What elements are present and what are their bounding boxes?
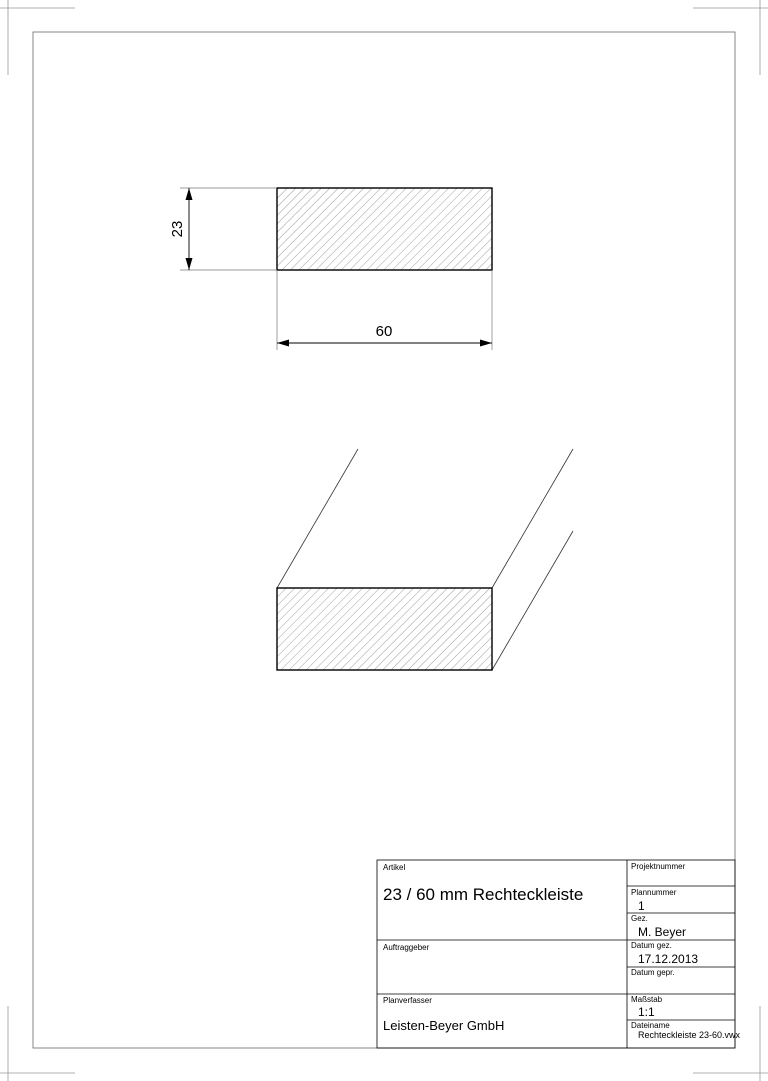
plannummer-value: 1 bbox=[638, 899, 645, 913]
dateiname-label: Dateiname bbox=[631, 1021, 670, 1030]
plannummer-label: Plannummer bbox=[631, 888, 677, 897]
gez-label: Gez. bbox=[631, 914, 648, 923]
isometric-end-face bbox=[277, 588, 492, 670]
planverfasser-label: Planverfasser bbox=[383, 996, 432, 1005]
massstab-label: Maßstab bbox=[631, 995, 663, 1004]
datum-gez-label: Datum gez. bbox=[631, 941, 672, 950]
massstab-value: 1:1 bbox=[638, 1005, 655, 1019]
auftraggeber-label: Auftraggeber bbox=[383, 943, 430, 952]
front-view bbox=[169, 188, 492, 350]
projektnummer-label: Projektnummer bbox=[631, 862, 686, 871]
cross-section-rect bbox=[277, 188, 492, 270]
artikel-label: Artikel bbox=[383, 863, 406, 872]
isometric-view bbox=[277, 449, 573, 670]
datum-gepr-label: Datum gepr. bbox=[631, 968, 675, 977]
width-dimension-label: 60 bbox=[375, 323, 393, 340]
artikel-value: 23 / 60 mm Rechteckleiste bbox=[383, 885, 584, 904]
planverfasser-value: Leisten-Beyer GmbH bbox=[383, 1018, 505, 1033]
height-dimension-label: 23 bbox=[169, 220, 186, 238]
datum-gez-value: 17.12.2013 bbox=[638, 952, 699, 966]
gez-value: M. Beyer bbox=[638, 925, 687, 939]
dateiname-value: Rechteckleiste 23-60.vwx bbox=[638, 1030, 741, 1040]
